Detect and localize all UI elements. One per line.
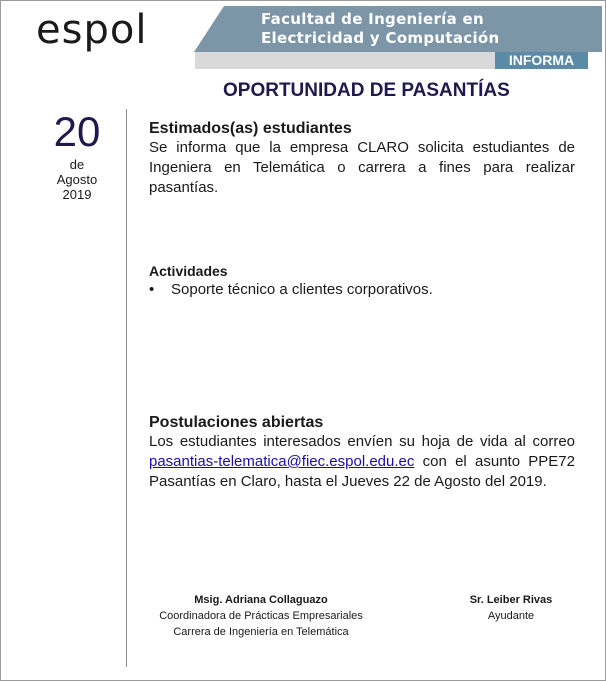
signature-role: Ayudante (487, 610, 535, 622)
espol-logo: espol (36, 7, 148, 53)
bullet-icon: • (149, 281, 155, 298)
date-year: 2019 (62, 187, 92, 202)
date-day: 20 (53, 108, 101, 155)
applications-section (149, 413, 575, 492)
vertical-divider (126, 109, 127, 667)
activities-section (149, 263, 575, 300)
signature-role: Coordinadora de Prácticas Empresariales (159, 610, 363, 622)
signature-coordinator (141, 592, 381, 640)
faculty-line-2: Electricidad y Computación (261, 29, 500, 47)
date-details (21, 157, 133, 202)
informa-badge: INFORMA (495, 52, 588, 69)
faculty-line-1: Facultad de Ingeniería en (261, 10, 484, 28)
greeting-section (149, 119, 575, 198)
list-item (149, 280, 575, 300)
greeting-heading: Estimados(as) estudiantes (149, 120, 352, 137)
signature-role-2: Carrera de Ingeniería en Telemática (173, 626, 349, 638)
applications-text (149, 432, 575, 492)
signature-assistant (459, 592, 563, 624)
greeting-text: Se informa que la empresa CLARO solicita estudiantes de Ingeniera en Telemática o carrera a fines para realizar pasantías. (149, 139, 575, 196)
email-link[interactable]: pasantias-telematica@fiec.espol.edu.ec (149, 453, 415, 470)
date-month: Agosto (56, 172, 98, 187)
faculty-name (261, 10, 499, 48)
activities-heading: Actividades (149, 263, 228, 279)
activity-text: Soporte técnico a clientes corporativos. (171, 281, 433, 298)
date-de: de (69, 157, 85, 172)
page-title: OPORTUNIDAD DE PASANTÍAS (223, 80, 510, 101)
applications-text-after: con el asunto PPE72 Pasantías en Claro, hasta el Jueves 22 de Agosto del 2019. (149, 453, 575, 490)
applications-text-before: Los estudiantes interesados envíen su hoja de vida al correo (149, 433, 575, 450)
signature-name: Sr. Leiber Rivas (469, 594, 553, 606)
signature-name: Msig. Adriana Collaguazo (194, 594, 328, 606)
applications-heading: Postulaciones abiertas (149, 414, 324, 431)
